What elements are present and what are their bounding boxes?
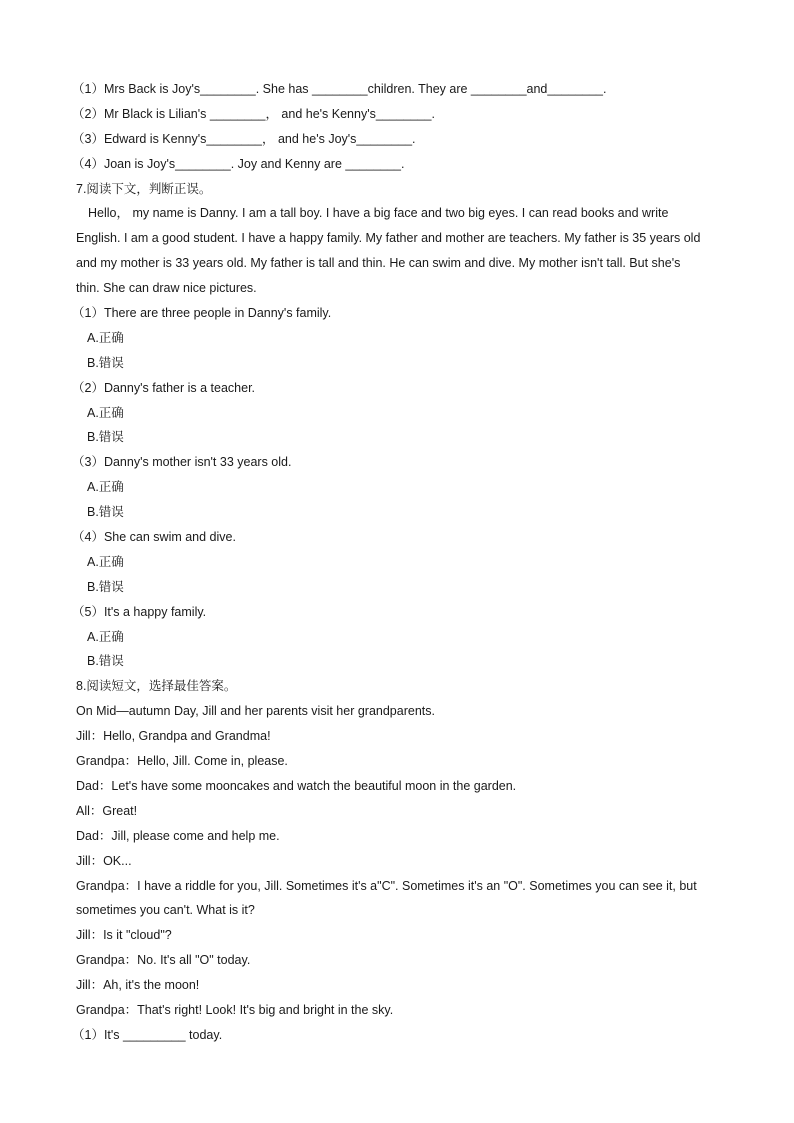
dialogue-line: Grandpa：Hello, Jill. Come in, please.: [76, 754, 288, 769]
passage-line: English. I am a good student. I have a happy family. My father and mother are teachers. My father is 35 years old: [76, 231, 701, 246]
tf-question: （2）Danny's father is a teacher.: [72, 380, 256, 395]
dialogue-line: Jill：Is it "cloud"?: [76, 928, 172, 943]
tf-question: （4）She can swim and dive.: [72, 530, 236, 545]
fill-blank-item: （4）Joan is Joy's________. Joy and Kenny are ________.: [72, 156, 405, 171]
option-false: B.错误: [87, 505, 124, 520]
dialogue-line: All：Great!: [76, 803, 138, 818]
tf-question: （5）It's a happy family.: [72, 604, 207, 619]
dialogue-line: Grandpa：I have a riddle for you, Jill. Sometimes it's a"C". Sometimes it's an "O". Sometimes you can see it, but: [76, 878, 697, 893]
dialogue-line: On Mid—autumn Day, Jill and her parents visit her grandparents.: [76, 704, 435, 719]
dialogue-line: Grandpa：No. It's all "O" today.: [76, 953, 251, 968]
section-8-heading: 8.阅读短文，选择最佳答案。: [76, 679, 237, 694]
fill-blank-item: （2）Mr Black is Lilian's ________， and he's Kenny's________.: [72, 106, 435, 121]
option-true: A.正确: [87, 330, 124, 345]
option-false: B.错误: [87, 430, 124, 445]
option-true: A.正确: [87, 480, 124, 495]
option-false: B.错误: [87, 654, 124, 669]
dialogue-line: Dad：Jill, please come and help me.: [76, 828, 280, 843]
option-false: B.错误: [87, 355, 124, 370]
fill-blank-item: （1）It's _________ today.: [72, 1027, 223, 1042]
section-7-heading: 7.阅读下文，判断正误。: [76, 181, 212, 196]
dialogue-line: Dad：Let's have some mooncakes and watch the beautiful moon in the garden.: [76, 778, 517, 793]
option-true: A.正确: [87, 629, 124, 644]
tf-question: （3）Danny's mother isn't 33 years old.: [72, 455, 292, 470]
option-true: A.正确: [87, 405, 124, 420]
passage-line: thin. She can draw nice pictures.: [76, 281, 257, 296]
dialogue-line: Jill：Ah, it's the moon!: [76, 978, 200, 993]
passage-line: and my mother is 33 years old. My father is tall and thin. He can swim and dive. My mother isn't tall. But she's: [76, 256, 681, 271]
fill-blank-item: （3）Edward is Kenny's________， and he's Joy's________.: [72, 131, 416, 146]
option-true: A.正确: [87, 554, 124, 569]
option-false: B.错误: [87, 579, 124, 594]
fill-blank-item: （1）Mrs Back is Joy's________. She has ________children. They are ________and________.: [72, 82, 607, 96]
passage-line: Hello， my name is Danny. I am a tall boy. I have a big face and two big eyes. I can read books and write: [88, 206, 669, 221]
dialogue-line: Jill：OK...: [76, 853, 132, 868]
dialogue-line: Grandpa：That's right! Look! It's big and bright in the sky.: [76, 1002, 394, 1017]
worksheet-page: [72, 77, 726, 1048]
dialogue-line: sometimes you can't. What is it?: [76, 903, 255, 918]
tf-question: （1）There are three people in Danny's family.: [72, 306, 332, 321]
dialogue-line: Jill：Hello, Grandpa and Grandma!: [76, 729, 271, 744]
